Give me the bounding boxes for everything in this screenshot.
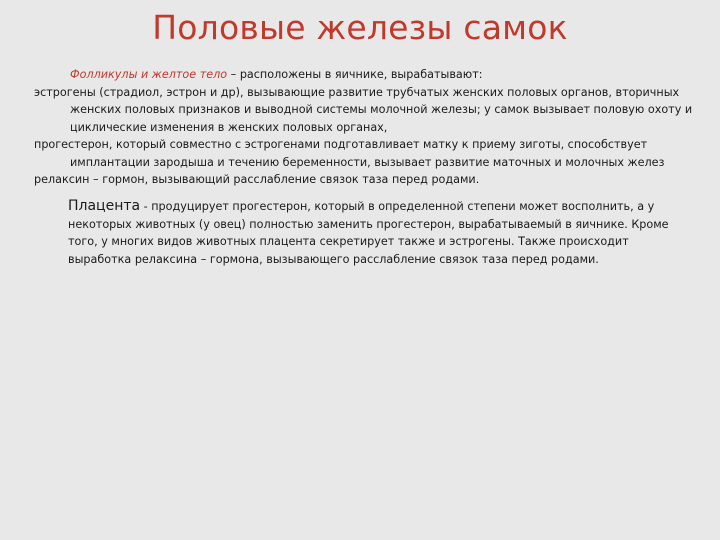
paragraph-placenta xyxy=(68,198,678,268)
paragraph-placenta-text: - продуцирует прогестерон, который в определенной степени может восполнить, а у некоторых животных (у овец) полностью заменить прогестерон, вырабатываемый в яичнике. Кроме того, у многих видов животных плацента секретирует также и эстрогены. Также происходит выработка релаксина – гормона, вызывающего расслабление связок таза перед родами. xyxy=(68,200,669,266)
slide-title: Половые железы самок xyxy=(152,8,568,47)
paragraph-follicles xyxy=(34,66,694,84)
paragraph-estrogens: эстрогены (страдиол, эстрон и др), вызывающие развитие трубчатых женских половых органов, вторичных женских половых признаков и выводной системы молочной железы; у самок вызывает половую охоту и циклические изменения в женских половых органах, xyxy=(34,85,693,134)
slide-body-main xyxy=(34,66,694,189)
paragraph-follicles-text: – расположены в яичнике, вырабатывают: xyxy=(227,68,483,81)
slide-body-placenta xyxy=(68,198,678,268)
paragraph-relaxin: релаксин – гормон, вызывающий расслабление связок таза перед родами. xyxy=(34,173,480,186)
highlight-follicles: Фолликулы и желтое тело xyxy=(70,68,228,81)
paragraph-progesterone: прогестерон, который совместно с эстрогенами подготавливает матку к приему зиготы, способствует имплантации зародыша и течению беременности, вызывает развитие маточных и молочных желез xyxy=(34,138,665,169)
placenta-lead: Плацента xyxy=(68,198,141,214)
